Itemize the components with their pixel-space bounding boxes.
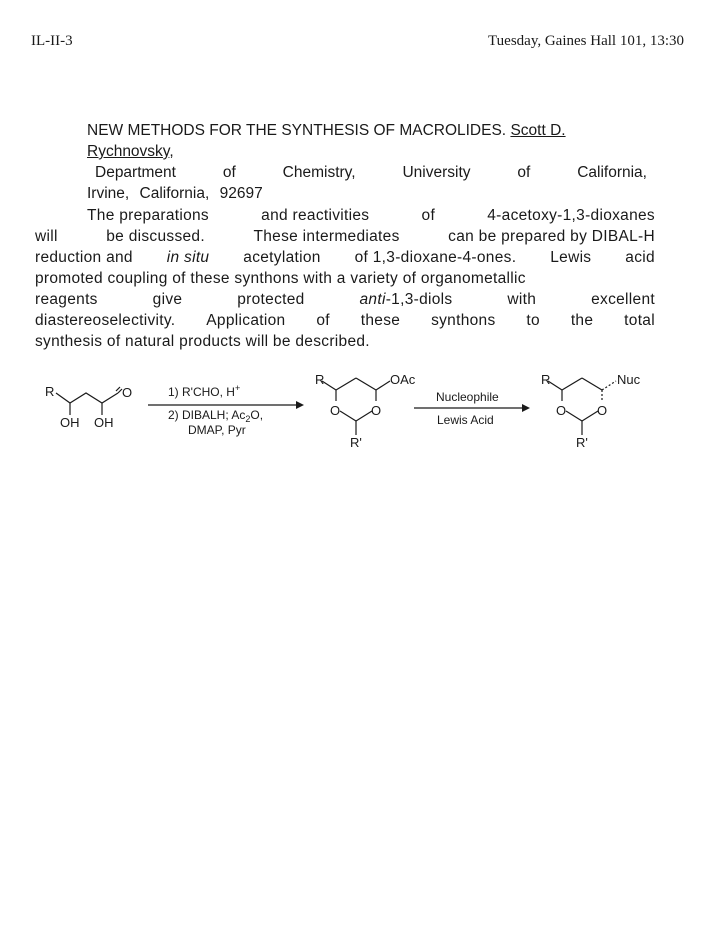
product-o2-label: O [597,403,608,418]
start-oh2-label: OH [94,415,114,430]
intermediate-rprime-label: R' [350,435,362,450]
starting-material-bonds [56,387,122,415]
abstract-line [35,226,655,247]
abstract-segment: acetylation [243,249,321,266]
abstract-line [35,268,655,289]
arrow2-catalyst: Lewis Acid [437,413,494,427]
abstract-segment: give [152,291,183,308]
abstract-segment: Application [206,312,286,329]
abstract-segment: diastereoselectivity. [35,312,176,329]
title-line [87,120,647,141]
arrow1-step2: 2) DIBALH; $Ac_2O$, [168,408,264,424]
product-rprime-label: R' [576,435,588,450]
abstract-segment: These intermediates [253,228,400,245]
start-r-label: R [45,384,55,399]
affiliation-line2: Irvine, California, 92697 [87,185,263,202]
abstract-segment: reduction and [35,249,133,266]
intermediate-o2-label: O [371,403,382,418]
session-code: IL-II-3 [31,33,73,49]
abstract-segment: can be prepared by DIBAL-H [448,228,655,245]
arrow1-step3: DMAP, Pyr [188,423,246,437]
abstract-segment: 4-acetoxy-1,3-dioxanes [487,207,655,224]
abstract-segment: be discussed. [106,228,205,245]
abstract-line [35,310,655,331]
abstract-line [35,205,655,226]
product-nuc-label: Nuc [617,372,641,387]
abstract-segment: anti-1,3-diols [359,291,453,308]
product-o1-label: O [556,403,567,418]
abstract-segment: The preparations [87,207,209,224]
reaction-scheme [0,365,704,465]
abstract-segment: the [570,312,594,329]
title-block [87,120,647,204]
abstract-segment: with [507,291,537,308]
abstract-segment: in situ [166,249,210,266]
paper-title: NEW METHODS FOR THE SYNTHESIS OF MACROLIDES. [87,122,507,139]
abstract-segment: excellent [591,291,655,308]
abstract-line [35,247,655,268]
abstract [35,205,655,352]
affiliation-word: Chemistry, [282,164,356,181]
abstract-segment: these [360,312,401,329]
intermediate-o1-label: O [330,403,341,418]
abstract-segment: synthesis of natural products will be described. [35,333,370,350]
abstract-segment: and reactivities [261,207,370,224]
start-o-label: O [122,385,133,400]
intermediate-oac-label: OAc [390,372,416,387]
abstract-segment: of [421,207,436,224]
abstract-line [35,289,655,310]
product-r-label: R [541,372,551,387]
author-last-name: Rychnovsky [87,143,170,160]
start-oh1-label: OH [60,415,80,430]
affiliation-line1 [95,162,647,183]
abstract-segment: of [316,312,330,329]
affiliation-word: Department [95,164,176,181]
session-info: Tuesday, Gaines Hall 101, 13:30 [488,33,684,49]
affiliation-word: of [222,164,236,181]
abstract-segment: synthons [431,312,496,329]
abstract-segment: to [526,312,540,329]
arrow-2-head [522,404,530,412]
abstract-segment: will [35,228,58,245]
abstract-segment: of 1,3-dioxane-4-ones. [354,249,517,266]
abstract-segment: protected [237,291,305,308]
affiliation-word: of [517,164,531,181]
intermediate-r-label: R [315,372,325,387]
abstract-segment: total [624,312,655,329]
affiliation-word: University [402,164,471,181]
abstract-segment: acid [625,249,655,266]
author-first-name: Scott D. [510,122,566,139]
abstract-segment: Lewis [550,249,592,266]
abstract-line [35,331,655,352]
author-line: Rychnovsky, Department of Chemistry, University of California, [87,143,647,181]
arrow-1-head [296,401,304,409]
abstract-segment: promoted coupling of these synthons with a variety of organometallic [35,270,526,287]
affiliation-word: California, [577,164,647,181]
arrow2-reagent: Nucleophile [436,390,499,404]
arrow1-step1: 1) R'CHO, H+ [168,383,241,399]
abstract-segment: reagents [35,291,98,308]
